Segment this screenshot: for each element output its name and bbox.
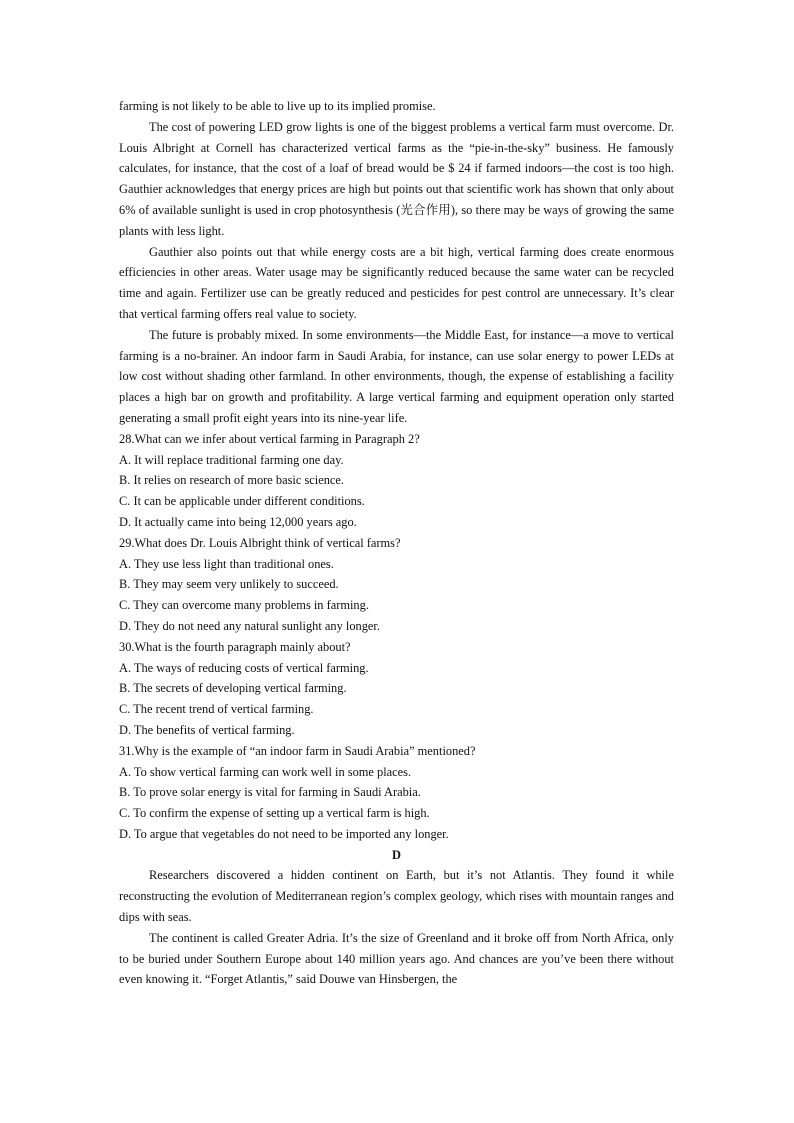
question-stem: 30.What is the fourth paragraph mainly about? — [119, 639, 351, 654]
answer-option: A. They use less light than traditional ones. — [119, 556, 334, 571]
passage-paragraph: The cost of powering LED grow lights is one of the biggest problems a vertical farm must overcome. Dr. Louis Albright at Cornell has characterized vertical farms as the “pie-in-the-sky” business. He famously calculates, for instance, that the cost of a loaf of bread would be $ 24 if farmed indoors—the cost is too high. Gauthier acknowledges that energy prices are high but points out that scientific work has shown that only about 6% of available sunlight is used in crop photosynthesis (光合作用), so there may be ways of growing the same plants with less light. — [119, 119, 674, 238]
passage-paragraph: The future is probably mixed. In some environments—the Middle East, for instance—a move to vertical farming is a no-brainer. An indoor farm in Saudi Arabia, for instance, can use solar energy to power LEDs at low cost without shading other farmland. In other environments, though, the expense of establishing a facility places a high bar on growth and profitability. A large vertical farming and equipment operation only started generating a small profit eight years into its nine-year life. — [119, 327, 674, 425]
exam-page — [119, 96, 674, 990]
section-heading: D — [392, 847, 401, 862]
answer-option: A. The ways of reducing costs of vertical farming. — [119, 660, 369, 675]
question-31 — [119, 741, 674, 845]
answer-option: B. To prove solar energy is vital for farming in Saudi Arabia. — [119, 785, 421, 800]
answer-option: C. The recent trend of vertical farming. — [119, 702, 314, 717]
question-stem: 28.What can we infer about vertical farming in Paragraph 2? — [119, 431, 420, 446]
answer-option: B. It relies on research of more basic science. — [119, 473, 344, 488]
answer-option: A. To show vertical farming can work well in some places. — [119, 764, 412, 779]
answer-option: D. They do not need any natural sunlight any longer. — [119, 618, 380, 633]
passage-paragraph: Gauthier also points out that while energy costs are a bit high, vertical farming does create enormous efficiencies in other areas. Water usage may be significantly reduced because the same water can be recycled time and again. Fertilizer use can be greatly reduced and pesticides for pest control are unnecessary. It’s clear that vertical farming offers real value to society. — [119, 244, 674, 321]
question-stem: 29.What does Dr. Louis Albright think of vertical farms? — [119, 535, 401, 550]
passage-paragraph: Researchers discovered a hidden continent on Earth, but it’s not Atlantis. They found it while reconstructing the evolution of Mediterranean region’s complex geology, which rises with mountain ranges and dips with seas. — [119, 868, 674, 925]
passage-paragraph: The continent is called Greater Adria. It’s the size of Greenland and it broke off from North Africa, only to be buried under Southern Europe about 140 million years ago. And chances are you’ve been there without even knowing it. “Forget Atlantis,” said Douwe van Hinsbergen, the — [119, 930, 674, 987]
answer-option: B. They may seem very unlikely to succeed. — [119, 577, 339, 592]
question-30 — [119, 637, 674, 741]
answer-option: A. It will replace traditional farming one day. — [119, 452, 344, 467]
passage-c-continuation — [119, 96, 674, 429]
question-29 — [119, 533, 674, 637]
answer-option: C. They can overcome many problems in farming. — [119, 598, 369, 613]
passage-paragraph: farming is not likely to be able to live up to its implied promise. — [119, 99, 436, 113]
passage-d — [119, 865, 674, 990]
answer-option: C. To confirm the expense of setting up a vertical farm is high. — [119, 806, 430, 821]
answer-option: B. The secrets of developing vertical farming. — [119, 681, 347, 696]
question-28 — [119, 429, 674, 533]
question-stem: 31.Why is the example of “an indoor farm in Saudi Arabia” mentioned? — [119, 743, 476, 758]
answer-option: C. It can be applicable under different conditions. — [119, 494, 365, 509]
answer-option: D. The benefits of vertical farming. — [119, 722, 295, 737]
answer-option: D. It actually came into being 12,000 years ago. — [119, 514, 357, 529]
answer-option: D. To argue that vegetables do not need to be imported any longer. — [119, 826, 449, 841]
